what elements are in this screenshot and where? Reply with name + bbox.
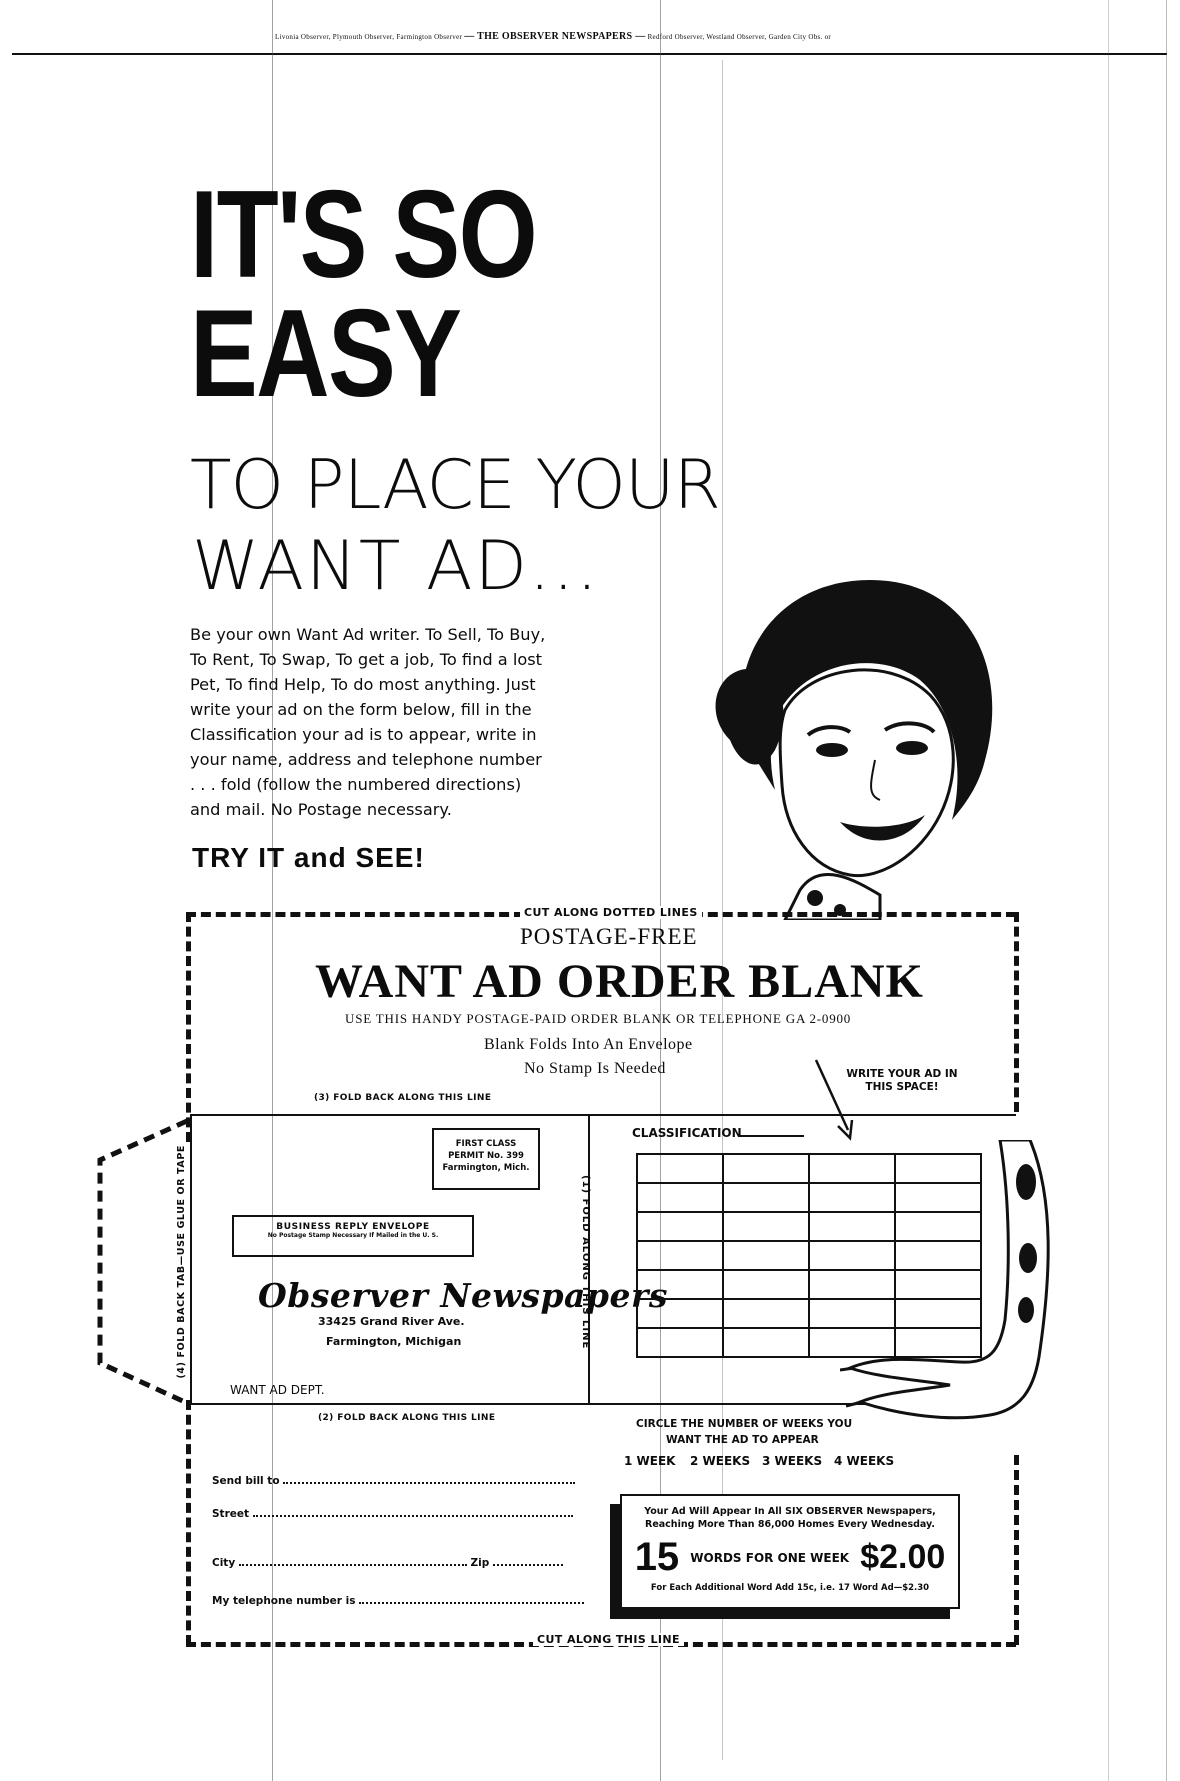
masthead-center: — THE OBSERVER NEWSPAPERS — [464, 31, 646, 42]
city-label: City [212, 1557, 236, 1569]
fold2-label: (2) FOLD BACK ALONG THIS LINE [318, 1413, 496, 1423]
folds-into-envelope: Blank Folds Into An Envelope [484, 1036, 693, 1053]
masthead [275, 31, 925, 42]
price-word-count: 15 [634, 1535, 680, 1579]
masthead-right: Redford Observer, Westland Observer, Garden City Obs. or [647, 33, 832, 41]
postage-free: POSTAGE-FREE [520, 924, 698, 949]
ad-grid-cell[interactable] [637, 1241, 723, 1270]
subhead-line2: WANT AD... [192, 527, 600, 606]
week-option-1[interactable]: 1 WEEK [624, 1454, 676, 1468]
ad-grid-cell[interactable] [637, 1270, 723, 1299]
cut-line-left-upper [186, 912, 191, 1142]
ad-grid-cell[interactable] [637, 1328, 723, 1357]
street-row [212, 1508, 573, 1520]
woman-illustration [690, 560, 1050, 920]
ad-grid-cell[interactable] [637, 1212, 723, 1241]
send-bill-field[interactable] [283, 1480, 575, 1484]
telephone-label: My telephone number is [212, 1595, 356, 1607]
permit-line1: FIRST CLASS [455, 1139, 517, 1149]
classification-field[interactable] [740, 1135, 804, 1137]
telephone-row [212, 1595, 584, 1607]
fold3-label: (3) FOLD BACK ALONG THIS LINE [314, 1093, 492, 1103]
street-field[interactable] [253, 1513, 573, 1517]
week-option-4[interactable]: 4 WEEKS [834, 1454, 895, 1468]
body-copy: Be your own Want Ad writer. To Sell, To Buy, To Rent, To Swap, To get a job, To find a lost Pet, To find Help, To do most anything. Just write your ad on the form below, fill in the Classification your ad is to appear, write in your name, address and telephone number . . . fold (follow the numbered directions) and mail. No Postage necessary. [190, 625, 546, 819]
street-label: Street [212, 1508, 250, 1520]
zip-label: Zip [470, 1557, 490, 1569]
order-blank-subtitle: USE THIS HANDY POSTAGE-PAID ORDER BLANK OR TELEPHONE GA 2-0900 [345, 1011, 852, 1026]
masthead-left: Livonia Observer, Plymouth Observer, Farmington Observer [275, 33, 463, 41]
tab-fold-line [190, 1114, 192, 1404]
cut-line-right-lower [1014, 1455, 1019, 1645]
ad-grid-cell[interactable] [723, 1212, 809, 1241]
ad-grid-cell[interactable] [723, 1299, 809, 1328]
headline-line2: EASY [190, 285, 461, 423]
send-bill-label: Send bill to [212, 1475, 280, 1487]
price-box [620, 1494, 960, 1609]
ad-grid-cell[interactable] [723, 1328, 809, 1357]
permit-box [432, 1128, 540, 1190]
price-footnote: For Each Additional Word Add 15c, i.e. 17 Word Ad—$2.30 [650, 1583, 930, 1593]
order-blank-title: WANT AD ORDER BLANK [315, 955, 924, 1008]
week-option-3[interactable]: 3 WEEKS [762, 1454, 823, 1468]
observer-newspapers-logo: Observer Newspapers [258, 1276, 668, 1315]
price-amount: $2.00 [860, 1538, 946, 1576]
ad-grid-cell[interactable] [723, 1241, 809, 1270]
classification-label: CLASSIFICATION [632, 1126, 742, 1140]
reply-note: No Postage Stamp Necessary If Mailed in the U. S. [267, 1232, 439, 1239]
price-line1: Your Ad Will Appear In All SIX OBSERVER Newspapers, [644, 1506, 936, 1517]
ad-grid-cell[interactable] [723, 1183, 809, 1212]
cut-bottom-label: CUT ALONG THIS LINE [533, 1633, 684, 1646]
no-stamp-needed: No Stamp Is Needed [524, 1060, 666, 1077]
price-line2: Reaching More Than 86,000 Homes Every Wednesday. [645, 1519, 935, 1530]
ad-grid-cell[interactable] [723, 1270, 809, 1299]
circle-weeks-line2: WANT THE AD TO APPEAR [666, 1434, 819, 1446]
headline-line1: IT'S SO [190, 166, 537, 304]
masthead-rule [12, 53, 1167, 55]
hand-illustration [840, 1140, 1055, 1480]
city-row [212, 1557, 563, 1569]
permit-line3: Farmington, Mich. [442, 1163, 530, 1173]
cut-top-label: CUT ALONG DOTTED LINES [520, 906, 702, 919]
cut-line-left-lower [186, 1400, 191, 1645]
telephone-field[interactable] [359, 1600, 584, 1604]
business-reply-box [232, 1215, 474, 1257]
ad-grid-cell[interactable] [637, 1299, 723, 1328]
address-line2: Farmington, Michigan [326, 1335, 462, 1348]
fold4-label: (4) FOLD BACK TAB—USE GLUE OR TAPE [176, 1145, 187, 1379]
fold1-label: (1) FOLD ALONG THIS LINE [580, 1175, 591, 1350]
city-field[interactable] [239, 1562, 467, 1566]
reply-title: BUSINESS REPLY ENVELOPE [276, 1222, 430, 1232]
permit-line2: PERMIT No. 399 [448, 1151, 524, 1161]
price-words-for-week: WORDS FOR ONE WEEK [690, 1550, 850, 1565]
price-main [622, 1535, 958, 1580]
write-ad-here-note: WRITE YOUR AD IN THIS SPACE! [846, 1068, 958, 1093]
ad-grid-cell[interactable] [637, 1154, 723, 1183]
ad-grid-cell[interactable] [637, 1183, 723, 1212]
cut-line-right-upper [1014, 912, 1019, 1112]
week-option-2[interactable]: 2 WEEKS [690, 1454, 751, 1468]
send-bill-row [212, 1475, 575, 1487]
arrow-icon [812, 1056, 858, 1142]
ad-grid-cell[interactable] [723, 1154, 809, 1183]
zip-field[interactable] [493, 1562, 563, 1566]
try-it-tagline: TRY IT and SEE! [192, 842, 425, 873]
address-line1: 33425 Grand River Ave. [318, 1315, 465, 1328]
circle-weeks-line1: CIRCLE THE NUMBER OF WEEKS YOU [636, 1418, 853, 1430]
fold-line-3 [190, 1114, 1016, 1116]
film-scratch [1108, 0, 1109, 1781]
want-ad-dept: WANT AD DEPT. [230, 1383, 325, 1397]
film-scratch [1166, 0, 1167, 1781]
subhead-line1: TO PLACE YOUR [190, 446, 720, 525]
